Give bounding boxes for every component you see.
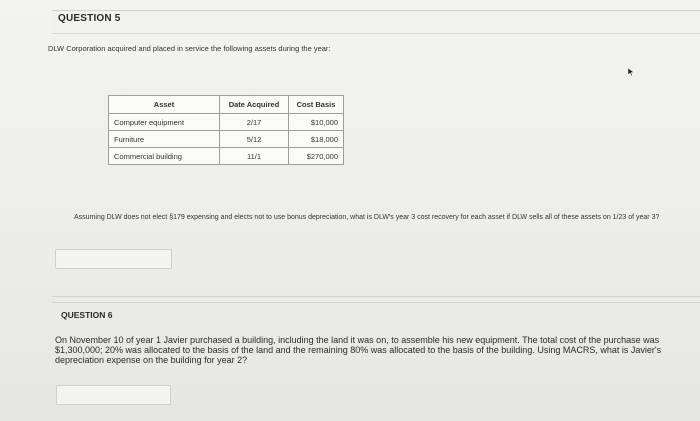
question-5-header: [52, 10, 700, 34]
cell-date: 11/1: [220, 148, 289, 165]
cell-asset: Commercial building: [109, 148, 220, 165]
mouse-pointer-icon: [627, 68, 635, 76]
cell-date: 2/17: [220, 114, 289, 131]
header-asset: Asset: [109, 96, 220, 114]
cell-cost: $18,000: [289, 131, 344, 148]
cell-asset: Furniture: [109, 131, 220, 148]
cell-asset: Computer equipment: [109, 114, 220, 131]
question-6-title: QUESTION 6: [61, 310, 113, 320]
header-date-acquired: Date Acquired: [220, 96, 289, 114]
table-row: [109, 148, 344, 165]
question-6-answer-input[interactable]: [56, 385, 171, 405]
cell-cost: $270,000: [289, 148, 344, 165]
header-cost-basis: Cost Basis: [289, 96, 344, 114]
question-5-answer-input[interactable]: [55, 249, 172, 269]
assets-table: [108, 95, 344, 165]
cell-date: 5/12: [220, 131, 289, 148]
table-header-row: [109, 96, 344, 114]
question-5-title: QUESTION 5: [58, 13, 121, 24]
table-row: [109, 114, 344, 131]
table-row: [109, 131, 344, 148]
cell-cost: $10,000: [289, 114, 344, 131]
question-5-intro: DLW Corporation acquired and placed in service the following assets during the year:: [48, 44, 331, 53]
section-divider: [52, 302, 700, 303]
question-6-prompt: On November 10 of year 1 Javier purchased a building, including the land it was on, to assemble his new equipment. The total cost of the purchase was $1,300,000; 20% was allocated to the basis of the land and the remaining 80% was allocated to the basis of the building. Using MACRS, what is Javier's depreciation expense on the building for year 2?: [55, 335, 662, 365]
question-5-prompt: Assuming DLW does not elect §179 expensing and elects not to use bonus depreciation, what is DLW's year 3 cost recovery for each asset if DLW sells all of these assets on 1/23 of year 3?: [74, 214, 660, 221]
section-divider: [52, 296, 700, 297]
